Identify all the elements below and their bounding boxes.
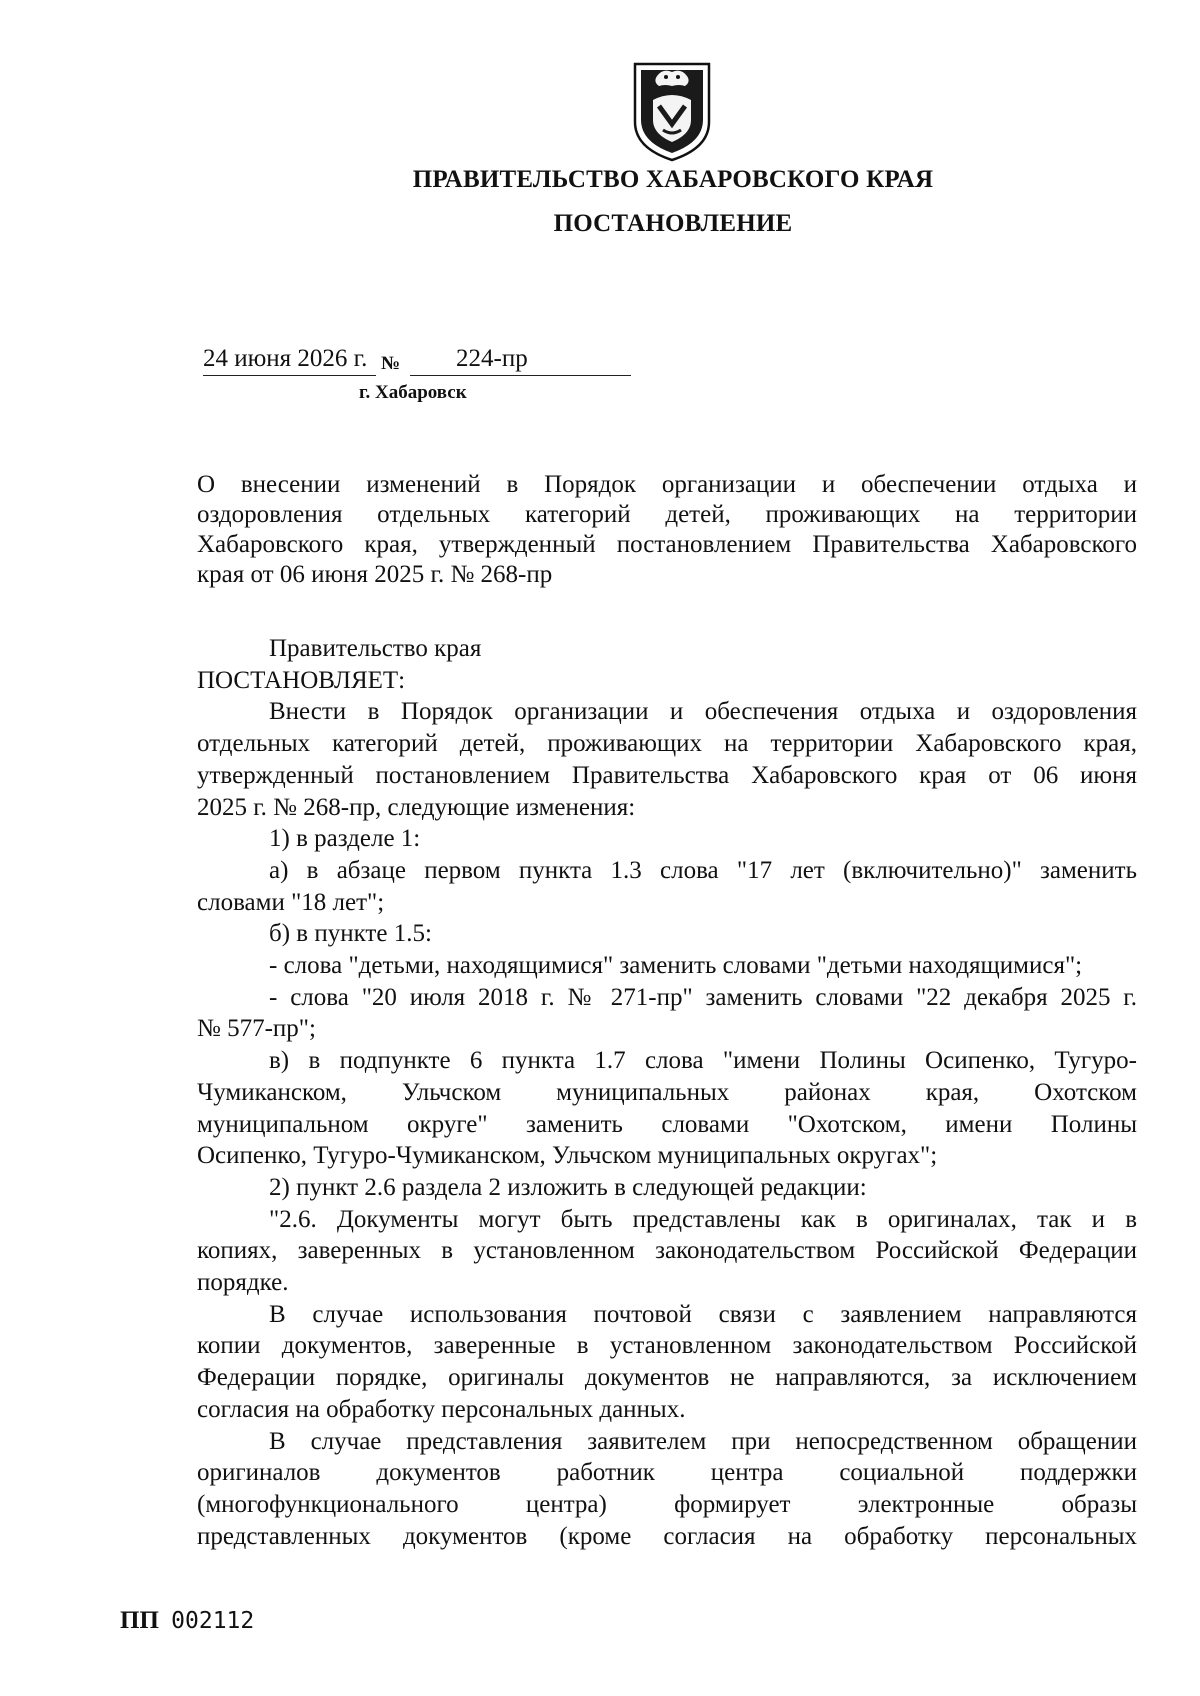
title-line: Хабаровского края, утвержденный постановлением Правительства Хабаровского	[197, 531, 1137, 558]
title-line: края от 06 июня 2025 г. № 268-пр	[197, 561, 553, 588]
body-line: муниципальном округе" заменить словами "Охотском, имени Полины	[197, 1110, 1137, 1138]
body-line: утвержденный постановлением Правительства Хабаровского края от 06 июня	[197, 761, 1137, 789]
document-body	[197, 633, 1137, 1552]
date-underline	[203, 375, 376, 376]
number-sign: №	[381, 353, 401, 374]
organization-heading: ПРАВИТЕЛЬСТВО ХАБАРОВСКОГО КРАЯ	[412, 166, 934, 193]
body-line: Чумиканском, Ульчском муниципальных районах края, Охотском	[197, 1078, 1137, 1106]
body-line: копиях, заверенных в установленном законодательством Российской Федерации	[197, 1237, 1137, 1265]
body-line: № 577-пр";	[197, 1015, 316, 1043]
body-line: 1) в разделе 1:	[269, 825, 421, 853]
body-line: 2) пункт 2.6 раздела 2 изложить в следующей редакции:	[269, 1173, 867, 1201]
document-title	[197, 470, 1137, 590]
form-serial	[120, 1607, 254, 1635]
body-line: Внести в Порядок организации и обеспечения отдыха и оздоровления	[269, 698, 1137, 726]
body-line: а) в абзаце первом пункта 1.3 слова "17 лет (включительно)" заменить	[269, 856, 1137, 884]
body-line: представленных документов (кроме согласия на обработку персональных	[197, 1522, 1137, 1550]
document-city: г. Хабаровск	[359, 382, 467, 403]
date-number-line	[203, 345, 631, 377]
title-line: оздоровления отдельных категорий детей, проживающих на территории	[197, 501, 1137, 528]
form-serial-code: 002112	[171, 1608, 255, 1634]
body-line: копии документов, заверенные в установленном законодательством Российской	[197, 1332, 1137, 1360]
body-line: в) в подпункте 6 пункта 1.7 слова "имени Полины Осипенко, Тугуро-	[269, 1047, 1137, 1075]
body-line: "2.6. Документы могут быть представлены как в оригиналах, так и в	[269, 1205, 1137, 1233]
body-line: б) в пункте 1.5:	[269, 920, 432, 948]
body-line: В случае представления заявителем при непосредственном обращении	[269, 1427, 1137, 1455]
number-underline	[410, 375, 631, 376]
body-line: - слова "детьми, находящимися" заменить словами "детьми находящимися";	[269, 952, 1083, 980]
body-line: (многофункционального центра) формирует электронные образы	[197, 1490, 1137, 1518]
body-line: оригиналов документов работник центра социальной поддержки	[197, 1459, 1137, 1487]
body-line: В случае использования почтовой связи с заявлением направляются	[269, 1300, 1137, 1328]
document-number: 224-пр	[456, 345, 528, 372]
body-line: - слова "20 июля 2018 г. № 271-пр" заменить словами "22 декабря 2025 г.	[269, 983, 1137, 1011]
body-line: Федерации порядке, оригиналы документов не направляются, за исключением	[197, 1364, 1137, 1392]
body-line: словами "18 лет";	[197, 888, 385, 916]
body-line: Осипенко, Тугуро-Чумиканском, Ульчском муниципальных округах";	[197, 1142, 938, 1170]
body-line: 2025 г. № 268-пр, следующие изменения:	[197, 793, 636, 821]
body-line: отдельных категорий детей, проживающих на территории Хабаровского края,	[197, 730, 1137, 758]
body-line: Правительство края	[269, 635, 482, 662]
document-date: 24 июня 2026 г.	[203, 345, 368, 372]
body-line: согласия на обработку персональных данных.	[197, 1395, 686, 1423]
document-type-heading: ПОСТАНОВЛЕНИЕ	[553, 210, 793, 237]
title-line: О внесении изменений в Порядок организации и обеспечении отдыха и	[197, 471, 1137, 498]
form-serial-prefix: ПП	[120, 1607, 159, 1634]
coat-of-arms-icon	[629, 60, 715, 164]
body-line-resolves: ПОСТАНОВЛЯЕТ:	[197, 666, 406, 694]
body-line: порядке.	[197, 1269, 289, 1297]
